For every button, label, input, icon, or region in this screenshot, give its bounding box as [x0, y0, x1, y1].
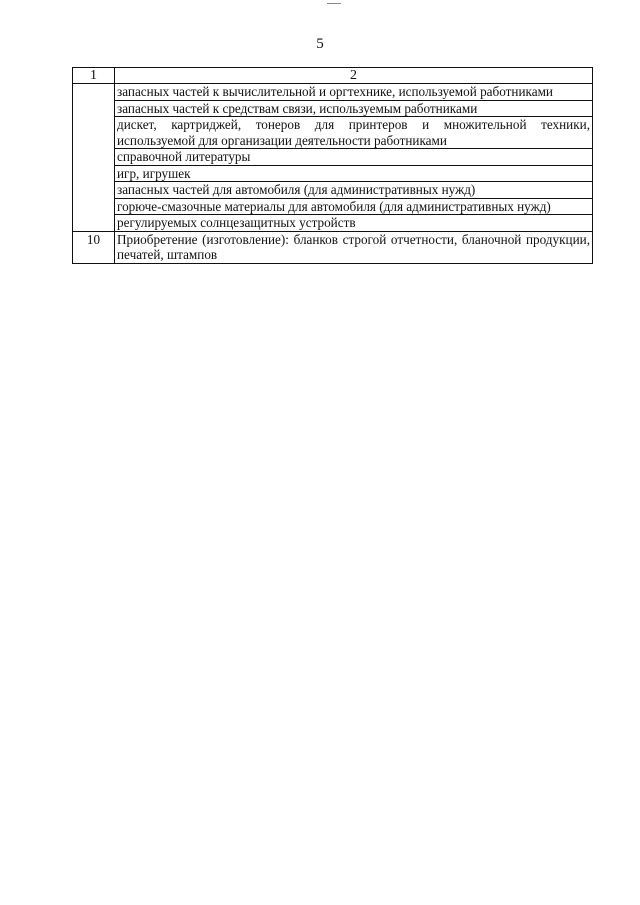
group-item: запасных частей к вычислительной и оргтехнике, используемой работниками	[115, 84, 593, 101]
table-row	[73, 117, 593, 149]
items-table	[72, 67, 593, 264]
group-item: справочной литературы	[115, 149, 593, 166]
table-row	[73, 231, 593, 263]
table-row	[73, 84, 593, 101]
group-item: запасных частей для автомобиля (для административных нужд)	[115, 182, 593, 199]
scan-mark-top	[327, 3, 341, 4]
page-number: 5	[316, 36, 324, 52]
row-number-10: 10	[73, 231, 115, 263]
group-number-cell	[73, 84, 115, 232]
table-row	[73, 182, 593, 199]
header-col-1: 1	[73, 68, 115, 84]
group-item: игр, игрушек	[115, 165, 593, 182]
table-row	[73, 215, 593, 232]
group-item: горюче-смазочные материалы для автомобиля (для административных нужд)	[115, 198, 593, 215]
header-col-2: 2	[115, 68, 593, 84]
row-10-text: Приобретение (изготовление): бланков строгой отчетности, бланочной продукции, печатей, штампов	[115, 231, 593, 263]
table-row	[73, 198, 593, 215]
group-item: регулируемых солнцезащитных устройств	[115, 215, 593, 232]
group-item: дискет, картриджей, тонеров для принтеров и множительной техники, используемой для организации деятельности работниками	[115, 117, 593, 149]
table-row	[73, 149, 593, 166]
group-item: запасных частей к средствам связи, используемым работниками	[115, 100, 593, 117]
table-row	[73, 100, 593, 117]
table-row	[73, 165, 593, 182]
table-header-row	[73, 68, 593, 84]
